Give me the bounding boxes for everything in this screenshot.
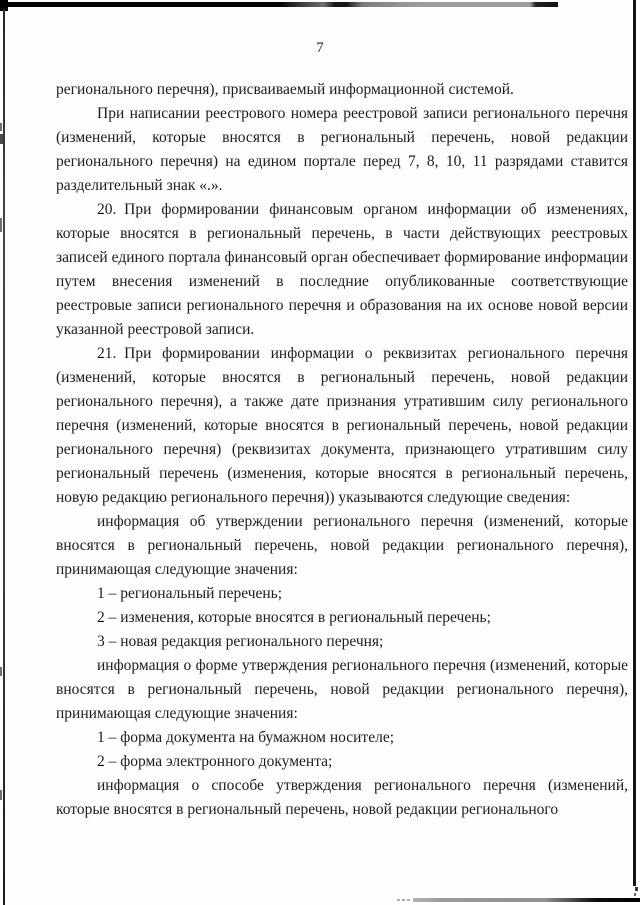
scan-artifact-tick bbox=[634, 893, 636, 896]
page-number: 7 bbox=[316, 40, 324, 56]
paragraph: информация о способе утверждения регионального перечня (изменений, которые вносятся в региональный перечень, новой редакции регионального bbox=[56, 777, 628, 818]
list-item: 2 – форма электронного документа; bbox=[97, 753, 333, 770]
scan-border-bottom bbox=[413, 898, 640, 902]
paragraph: информация о форме утверждения регионального перечня (изменений, которые вносятся в региональный перечень, новой редакции регионального перечня), принимающая следующие значения: bbox=[56, 657, 628, 722]
scan-artifact-tick bbox=[0, 123, 2, 131]
scan-artifact-tick bbox=[635, 887, 638, 891]
scan-artifact-tick bbox=[0, 218, 2, 232]
paragraph: 20. При формировании финансовым органом информации об изменениях, которые вносятся в региональный перечень, в части действующих реестровых записей единого портала финансовый орган обеспечивает формирование информации путем внесения изменений в последние опубликованные соответствующие реестровые записи регионального перечня и образования на их основе новой версии указанной реестровой записи. bbox=[56, 201, 628, 338]
scan-border-left bbox=[3, 9, 5, 905]
scan-border-right bbox=[633, 0, 636, 886]
scan-artifact-tick bbox=[0, 667, 2, 676]
scan-artifact-tick bbox=[0, 134, 3, 144]
list-item: 1 – форма документа на бумажном носителе; bbox=[97, 729, 395, 746]
paragraph: информация об утверждении регионального перечня (изменений, которые вносятся в региональный перечень, новой редакции регионального перечня), принимающая следующие значения: bbox=[56, 513, 628, 578]
paragraph: 21. При формировании информации о реквизитах регионального перечня (изменений, которые вносятся в региональный перечень, новой редакции регионального перечня), а также дате признания утратившим силу регионального перечня (изменений, которые вносятся в региональный перечень, новой редакции регионального перечня) (реквизитах документа, признающего утратившим силу региональный перечень (изменения, которые вносятся в региональный перечень, новую редакцию регионального перечня)) указываются следующие сведения: bbox=[56, 345, 628, 506]
list-item: 1 – региональный перечень; bbox=[97, 585, 283, 602]
scan-artifact-dashes bbox=[397, 899, 412, 901]
list-item: 3 – новая редакция регионального перечня; bbox=[97, 633, 384, 650]
scan-border-top bbox=[0, 2, 558, 7]
document-text bbox=[56, 78, 628, 822]
list-item: 2 – изменения, которые вносятся в региональный перечень; bbox=[97, 609, 491, 626]
paragraph: регионального перечня), присваиваемый информационной системой. bbox=[56, 81, 514, 98]
paragraph: При написании реестрового номера реестровой записи регионального перечня (изменений, которые вносятся в региональный перечень, новой редакции регионального перечня) на едином портале перед 7, 8, 10, 11 разрядами ставится разделительный знак «.». bbox=[56, 105, 628, 194]
scan-artifact-tick bbox=[0, 790, 2, 800]
